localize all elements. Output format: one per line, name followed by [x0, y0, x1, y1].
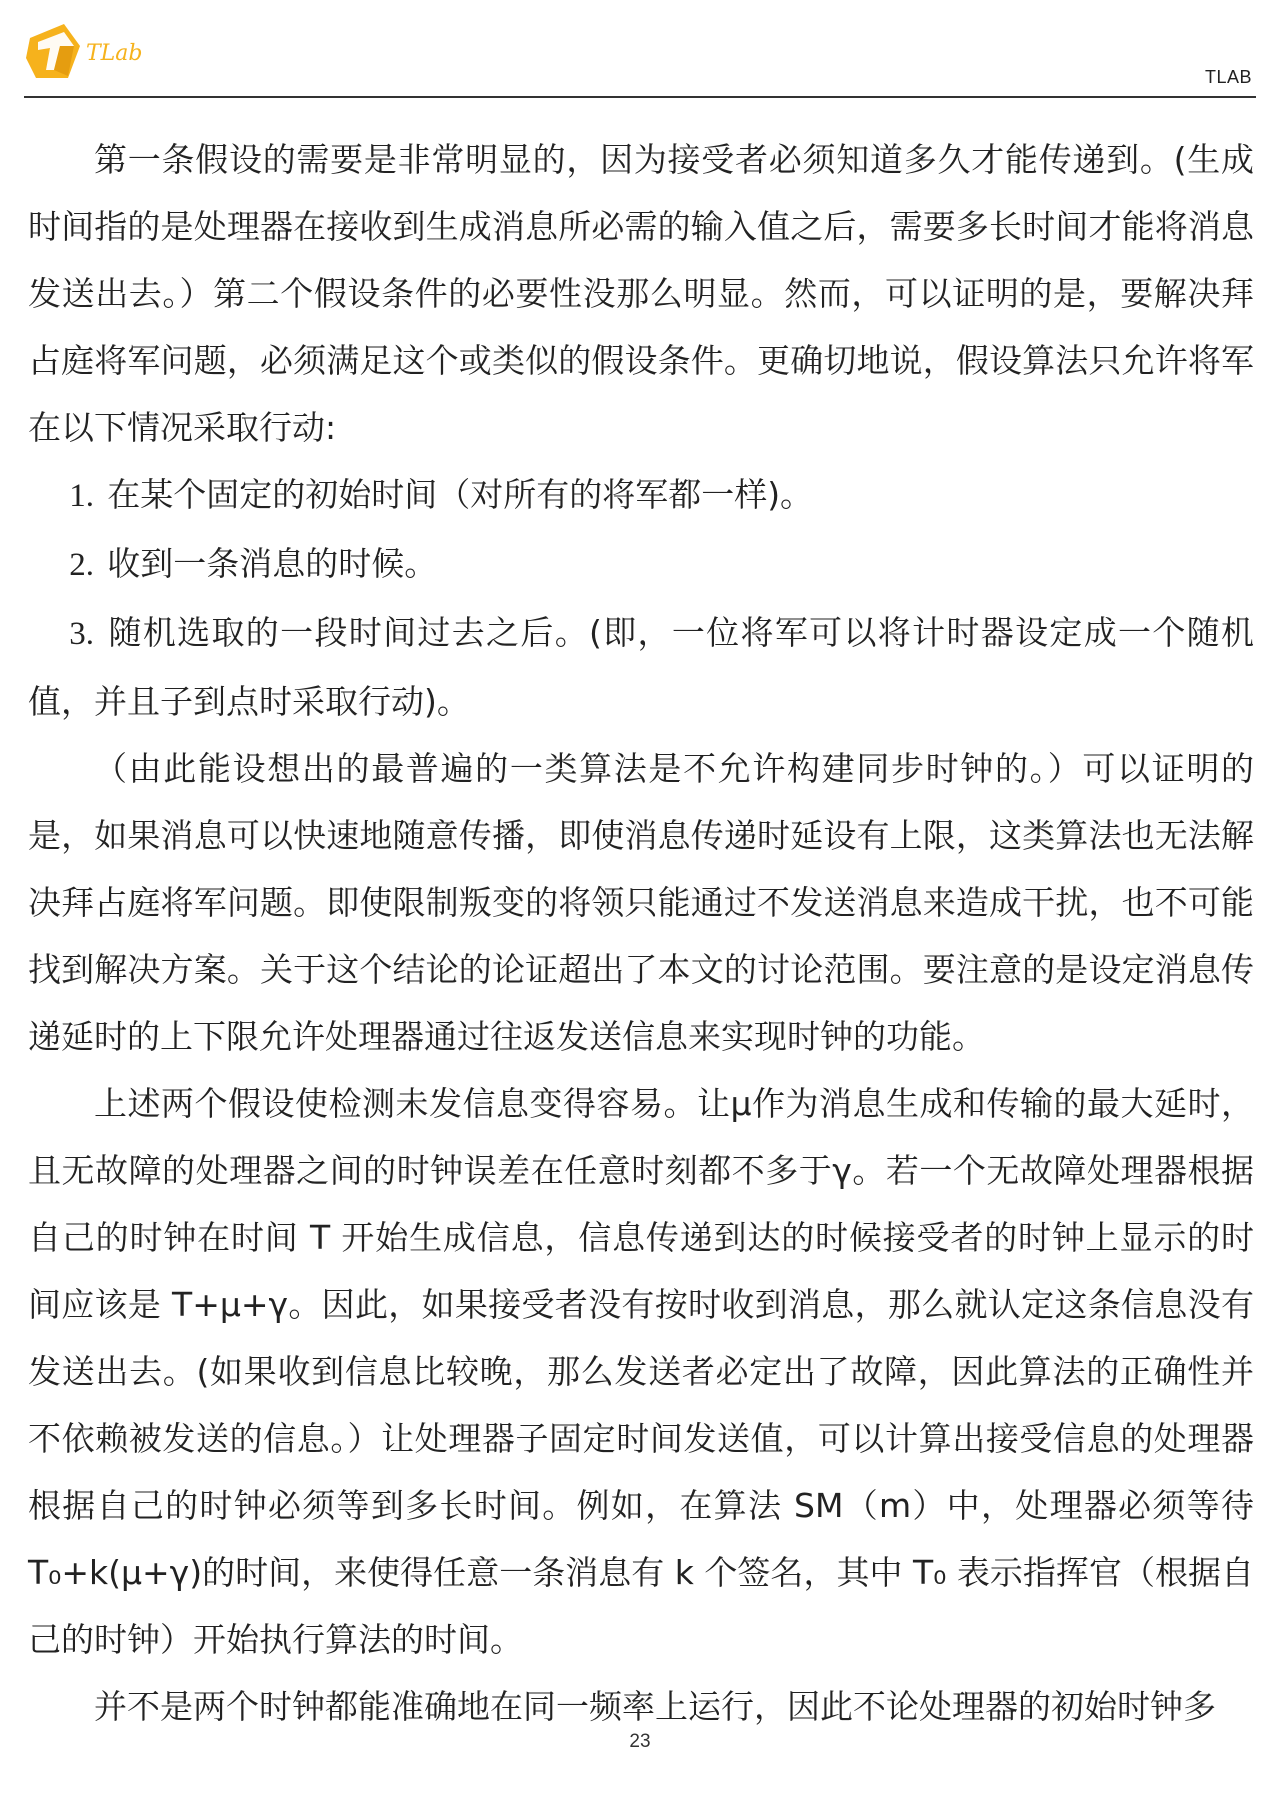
list-item-2 [28, 530, 1254, 599]
list-item-1 [28, 461, 1254, 530]
list-item-3 [28, 599, 1254, 735]
document-body [28, 126, 1254, 1740]
paragraph-3: 上述两个假设使检测未发信息变得容易。让μ作为消息生成和传输的最大延时，且无故障的处理器之间的时钟误差在任意时刻都不多于γ。若一个无故障处理器根据自己的时钟在时间 T 开始生成信息，信息传递到达的时候接受者的时钟上显示的时间应该是 T+μ+γ。因此，如果接受者没有按时收到消息，那么就认定这条信息没有发送出去。(如果收到信息比较晚，那么发送者必定出了故障，因此算法的正确性并不依赖被发送的信息。）让处理器子固定时间发送值，可以计算出接受信息的处理器根据自己的时钟必须等到多长时间。例如，在算法 SM（m）中，处理器必须等待 T₀+k(μ+γ)的时间，来使得任意一条消息有 k 个签名，其中 T₀ 表示指挥官（根据自己的时钟）开始执行算法的时间。 [28, 1084, 1254, 1659]
header-tag: TLAB [1204, 67, 1252, 87]
list-number: 1. [69, 478, 94, 514]
page-header [24, 18, 1256, 98]
list-number: 3. [69, 616, 94, 652]
list-number: 2. [69, 547, 94, 583]
list-text: 收到一条消息的时候。 [107, 544, 438, 583]
paragraph-4: 并不是两个时钟都能准确地在同一频率上运行，因此不论处理器的初始时钟多 [94, 1687, 1216, 1726]
tlab-logo-icon [24, 18, 164, 88]
page-number: 23 [629, 1731, 651, 1752]
svg-text:TLab: TLab [86, 41, 143, 66]
paragraph-2: （由此能设想出的最普遍的一类算法是不允许构建同步时钟的。）可以证明的是，如果消息可以快速地随意传播，即使消息传递时延设有上限，这类算法也无法解决拜占庭将军问题。即使限制叛变的将领只能通过不发送消息来造成干扰，也不可能找到解决方案。关于这个结论的论证超出了本文的讨论范围。要注意的是设定消息传递延时的上下限允许处理器通过往返发送信息来实现时钟的功能。 [28, 749, 1254, 1056]
paragraph-1: 第一条假设的需要是非常明显的，因为接受者必须知道多久才能传递到。(生成时间指的是处理器在接收到生成消息所必需的输入值之后，需要多长时间才能将消息发送出去。）第二个假设条件的必要性没那么明显。然而，可以证明的是，要解决拜占庭将军问题，必须满足这个或类似的假设条件。更确切地说，假设算法只允许将军在以下情况采取行动: [28, 140, 1254, 447]
list-text: 在某个固定的初始时间（对所有的将军都一样)。 [107, 475, 814, 514]
list-text: 随机选取的一段时间过去之后。(即，一位将军可以将计时器设定成一个随机值，并且子到点时采取行动)。 [28, 613, 1254, 721]
